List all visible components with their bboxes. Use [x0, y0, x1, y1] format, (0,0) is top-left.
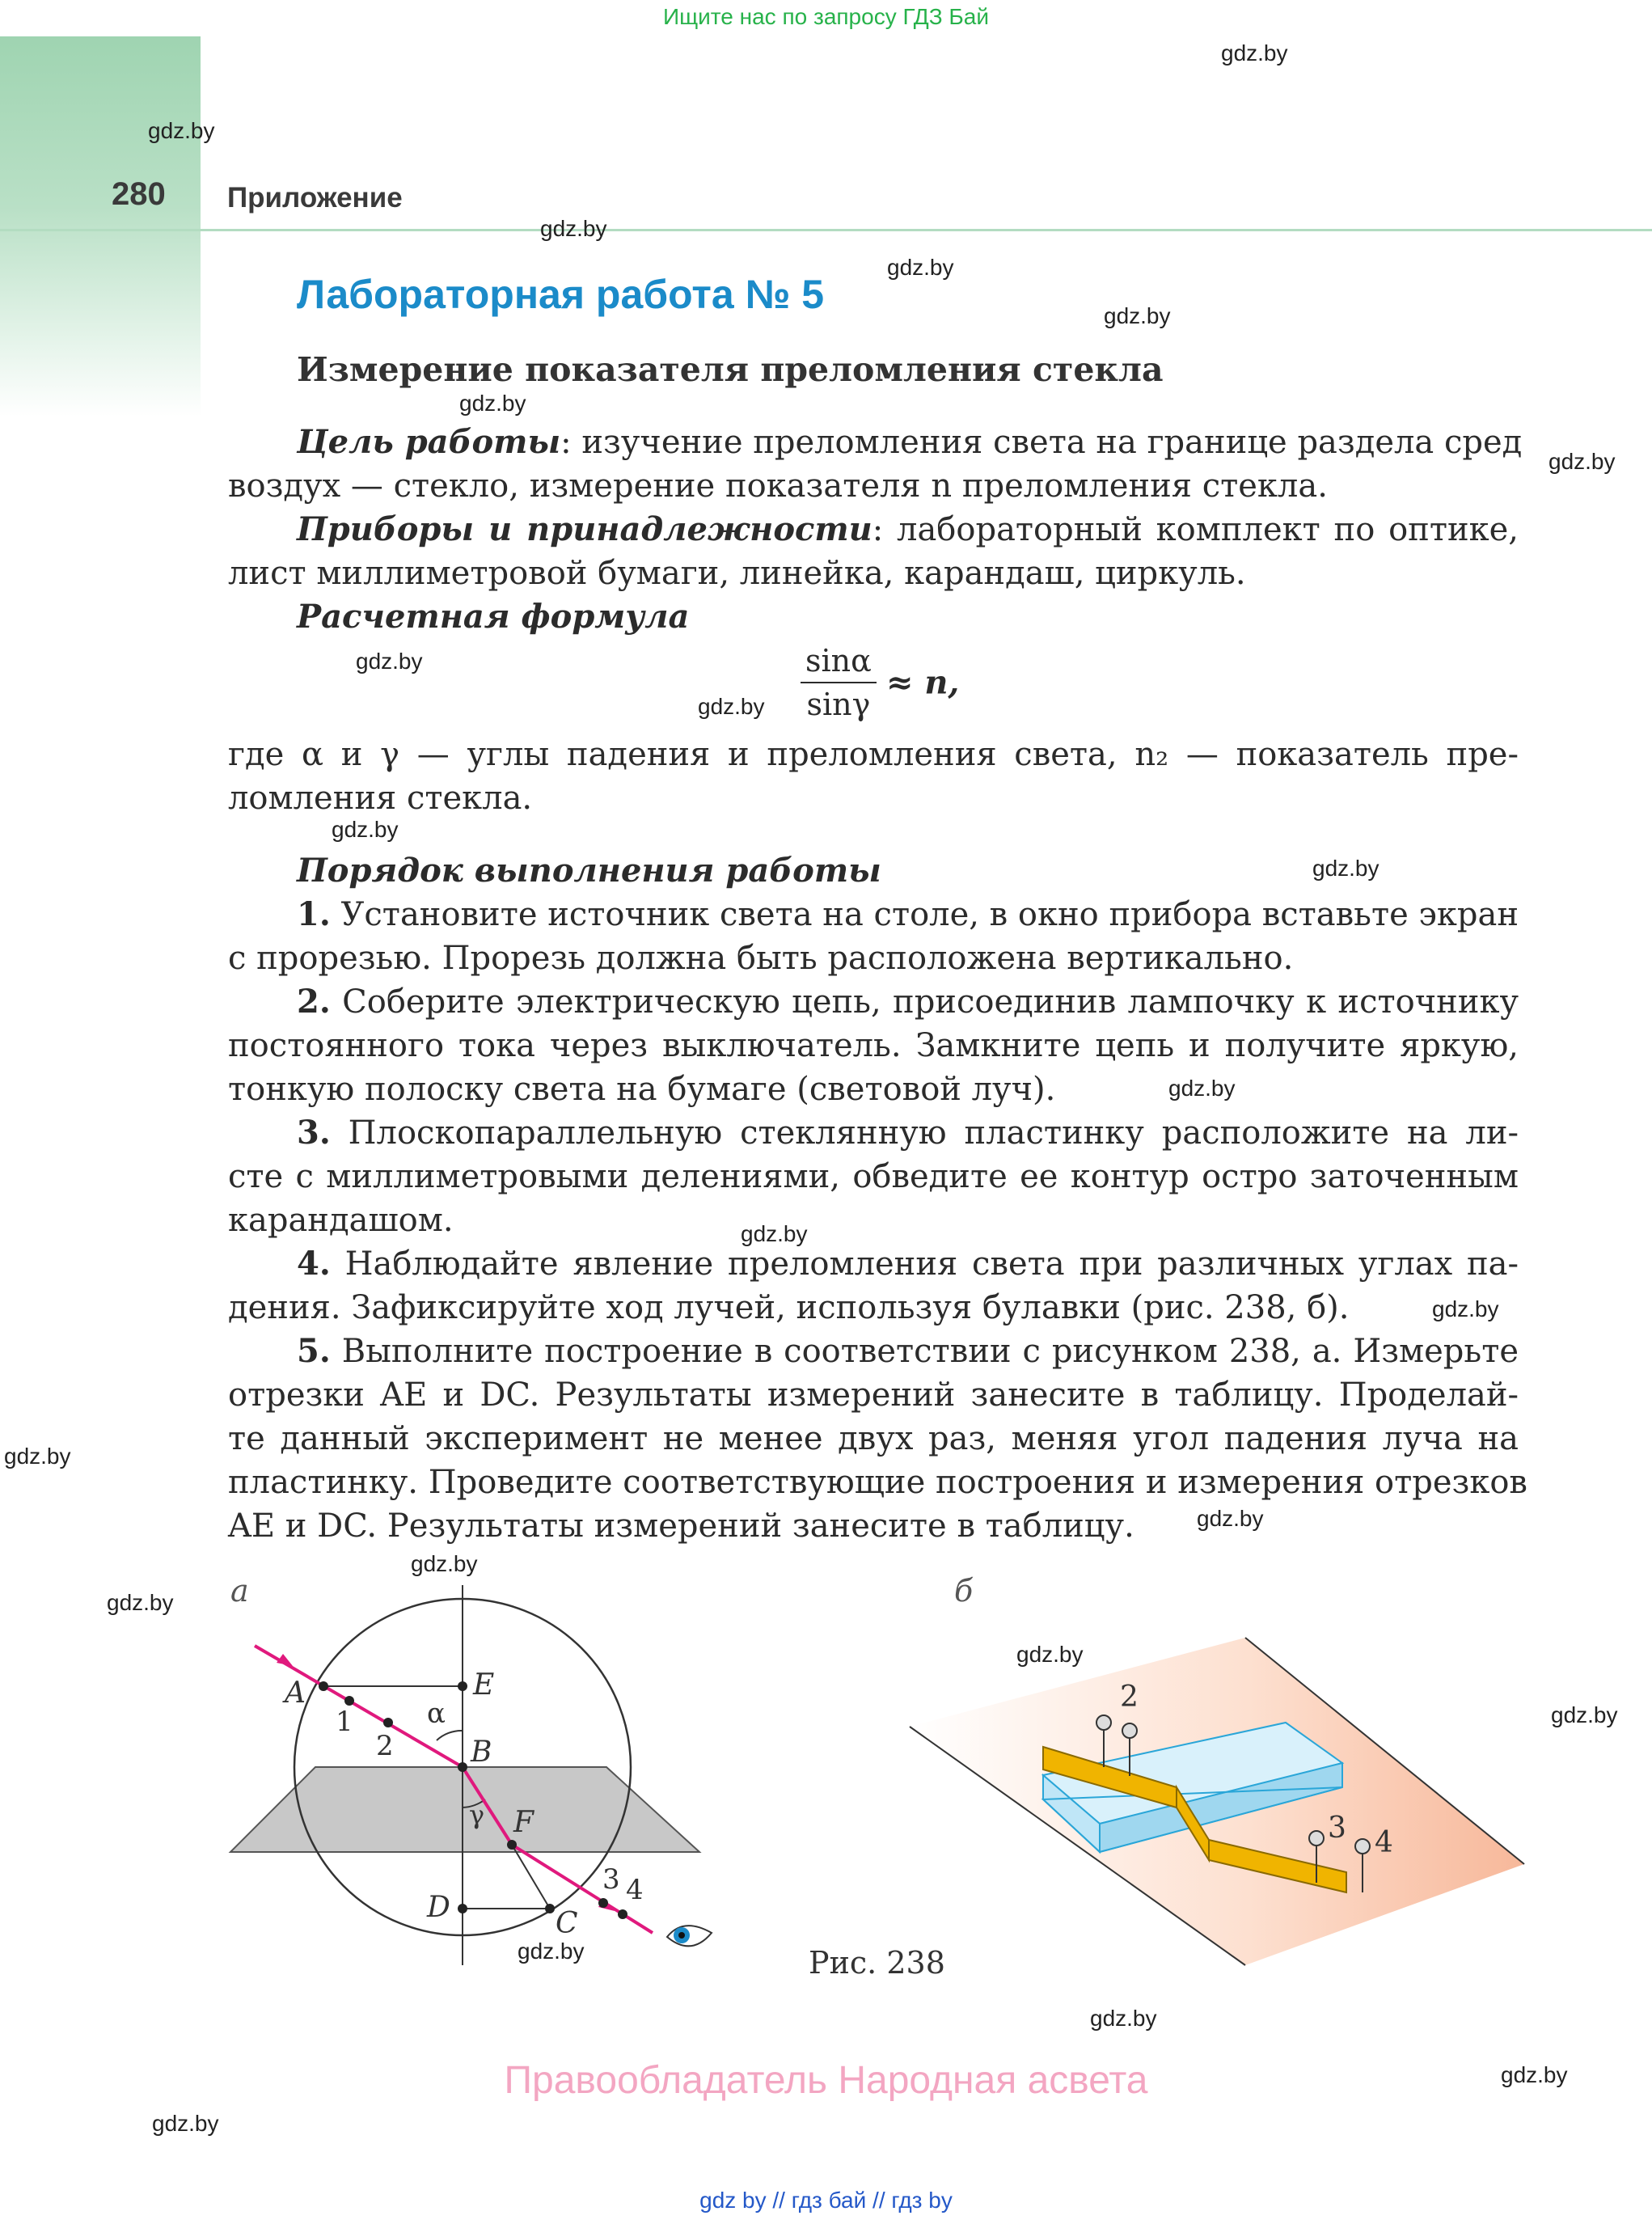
ray-arrow-in: [277, 1654, 293, 1666]
step-5-line-1: [228, 1330, 1519, 1373]
watermark: gdz.by: [152, 2111, 219, 2136]
watermark: gdz.by: [1312, 856, 1379, 881]
watermark: gdz.by: [1104, 303, 1171, 328]
formula-label: Расчетная формула: [297, 598, 690, 636]
watermark: gdz.by: [356, 649, 423, 674]
label-F: F: [513, 1806, 534, 1839]
step-4-text-2: дения. Зафиксируйте ход лучей, используя булавки (рис. 238, б).: [228, 1289, 1350, 1326]
step-1-text-1: Установите источник света на столе, в окно прибора вставьте экран: [340, 896, 1519, 933]
label-pin-2: 2: [376, 1730, 394, 1762]
formula-denominator: sinγ: [806, 687, 871, 722]
step-5-line-4: [228, 1461, 1527, 1504]
where-text-2: ломления стекла.: [228, 780, 533, 817]
step-5-text-2: отрезки AE и DC. Результаты измерений занесите в таблицу. Проделай-: [228, 1376, 1519, 1414]
step-2-line-3: [228, 1068, 1519, 1111]
step-3-line-1: [228, 1111, 1519, 1155]
label-gamma: γ: [469, 1799, 485, 1830]
pin-1: [344, 1696, 354, 1706]
goal-line-1: [228, 421, 1523, 464]
step-5-text-3: те данный эксперимент не менее двух раз, меняя угол падения луча на: [228, 1420, 1519, 1457]
bottom-links[interactable]: gdz by // гдз бай // гдз by: [699, 2188, 953, 2213]
point-C: [545, 1904, 555, 1913]
eye-icon: [667, 1926, 712, 1946]
step-3-text-1: Плоскопараллельную стеклянную пластинку расположите на ли-: [348, 1114, 1519, 1152]
step-5-text-4: пластинку. Проведите соответствующие построения и измерения отрезков: [228, 1464, 1527, 1501]
step-4-line-2: [228, 1286, 1519, 1330]
tools-text-2: лист миллиметровой бумаги, линейка, карандаш, циркуль.: [228, 555, 1246, 592]
step-3-text-3: карандашом.: [228, 1202, 454, 1239]
label-alpha: α: [427, 1698, 446, 1730]
step-5-text-1: Выполните построение в соответствии с рисунком 238, а. Измерьте: [341, 1333, 1519, 1370]
step-5-text-5: AE и DC. Результаты измерений занесите в таблицу.: [228, 1507, 1134, 1545]
step-4-text-1: Наблюдайте явление преломления света при различных углах па-: [344, 1245, 1519, 1283]
lab-subtitle: Измерение показателя преломления стекла: [297, 350, 1164, 389]
watermark: gdz.by: [741, 1221, 808, 1246]
formula-label-line: [228, 595, 1519, 639]
step-3-line-3: [228, 1199, 1519, 1242]
goal-label: Цель работы: [297, 423, 561, 461]
watermark: gdz.by: [1548, 449, 1616, 474]
watermark: gdz.by: [148, 118, 215, 143]
figure-b-diagram: [906, 1626, 1553, 1989]
pin-3-head: [1309, 1831, 1324, 1846]
formula-rhs: ≈ n,: [885, 663, 960, 702]
point-B: [458, 1762, 467, 1772]
header-rule: [0, 229, 1652, 231]
tools-text-1: : лабораторный комплект по оптике,: [872, 511, 1519, 548]
watermark: gdz.by: [107, 1590, 174, 1615]
label-pin-3: 3: [602, 1863, 620, 1896]
watermark: gdz.by: [1197, 1506, 1264, 1531]
watermark: gdz.by: [698, 694, 765, 719]
step-5-line-2: [228, 1373, 1519, 1417]
step-3-number: 3.: [297, 1114, 331, 1152]
pin-2: [383, 1718, 393, 1727]
watermark: gdz.by: [887, 255, 954, 280]
pin-4-head: [1355, 1839, 1370, 1854]
label-E: E: [473, 1668, 495, 1702]
segment-FC: [512, 1845, 550, 1909]
where-text-1: где α и γ — углы падения и преломления света, n₂ — показатель пре-: [228, 736, 1519, 773]
figure-b-label: б: [954, 1573, 974, 1609]
label-D: D: [427, 1891, 450, 1924]
figure-a-diagram: [218, 1577, 744, 1973]
formula-numerator: sinα: [801, 643, 877, 683]
watermark: gdz.by: [411, 1551, 478, 1576]
pin-3: [598, 1898, 608, 1908]
label-pin-2-b: 2: [1120, 1681, 1139, 1714]
copyright-notice: Правообладатель Народная асвета: [504, 2059, 1148, 2102]
goal-text-2: воздух — стекло, измерение показателя n преломления стекла.: [228, 467, 1328, 505]
page-number: 280: [112, 176, 166, 212]
step-3-text-2: сте с миллиметровыми делениями, обведите ее контур остро заточенным: [228, 1158, 1519, 1195]
tools-line-2: [228, 552, 1519, 595]
watermark: gdz.by: [1221, 40, 1288, 66]
label-pin-3-b: 3: [1328, 1812, 1346, 1845]
step-5-number: 5.: [297, 1332, 331, 1370]
watermark: gdz.by: [1090, 2006, 1157, 2031]
header-green-band: [0, 36, 201, 416]
label-pin-1: 1: [336, 1706, 353, 1738]
top-search-link[interactable]: Ищите нас по запросу ГДЗ Бай: [662, 4, 990, 29]
formula: [801, 643, 959, 722]
step-1-line-1: [228, 893, 1519, 937]
alpha-arc: [437, 1731, 463, 1740]
step-1-text-2: с прорезью. Прорезь должна быть расположена вертикально.: [228, 940, 1294, 977]
label-A: A: [285, 1676, 306, 1710]
step-2-text-3: тонкую полоску света на бумаге (световой луч).: [228, 1071, 1056, 1108]
lab-title: Лабораторная работа № 5: [297, 272, 825, 317]
watermark: gdz.by: [1501, 2062, 1568, 2087]
where-line-1: [228, 733, 1519, 776]
label-pin-4-b: 4: [1375, 1826, 1393, 1859]
pin-4: [618, 1909, 627, 1919]
formula-fraction: [801, 643, 877, 722]
step-1-line-2: [228, 937, 1519, 980]
label-B: B: [471, 1736, 492, 1769]
step-2-number: 2.: [297, 983, 331, 1021]
step-2-line-2: [228, 1024, 1519, 1068]
pin-2-head: [1122, 1723, 1137, 1738]
watermark: gdz.by: [4, 1444, 71, 1469]
watermark: gdz.by: [1168, 1076, 1236, 1101]
step-2-text-1: Соберите электрическую цепь, присоединив лампочку к источнику: [342, 983, 1519, 1021]
watermark: gdz.by: [1432, 1296, 1499, 1321]
point-F: [507, 1840, 517, 1850]
step-5-line-3: [228, 1417, 1519, 1461]
watermark: gdz.by: [540, 216, 607, 241]
step-5-line-5: [228, 1504, 1519, 1548]
label-C: C: [556, 1907, 578, 1940]
point-A: [319, 1681, 328, 1691]
tools-label: Приборы и принадлежности: [297, 510, 872, 548]
watermark: gdz.by: [1551, 1702, 1618, 1727]
step-3-line-2: [228, 1155, 1519, 1199]
figure-caption: Рис. 238: [809, 1945, 945, 1981]
watermark: gdz.by: [1016, 1642, 1084, 1667]
watermark: gdz.by: [459, 391, 526, 416]
section-title: Приложение: [227, 182, 403, 214]
pin-1-head: [1096, 1715, 1111, 1730]
step-2-line-1: [228, 980, 1519, 1024]
step-4-line-1: [228, 1242, 1519, 1286]
tools-line-1: [228, 508, 1519, 552]
watermark: gdz.by: [332, 817, 399, 842]
watermark: gdz.by: [518, 1939, 585, 1964]
goal-text-1: : изучение преломления света на границе раздела сред: [560, 424, 1523, 461]
point-E: [458, 1681, 467, 1691]
where-line-2: [228, 776, 1519, 820]
goal-line-2: [228, 464, 1519, 508]
point-D: [458, 1904, 467, 1913]
step-1-number: 1.: [297, 895, 331, 933]
label-pin-4: 4: [626, 1874, 644, 1906]
step-2-text-2: постоянного тока через выключатель. Замкните цепь и получите яркую,: [228, 1027, 1519, 1064]
procedure-label: Порядок выполнения работы: [297, 852, 881, 890]
figure-a-label: а: [230, 1573, 249, 1609]
step-4-number: 4.: [297, 1245, 331, 1283]
